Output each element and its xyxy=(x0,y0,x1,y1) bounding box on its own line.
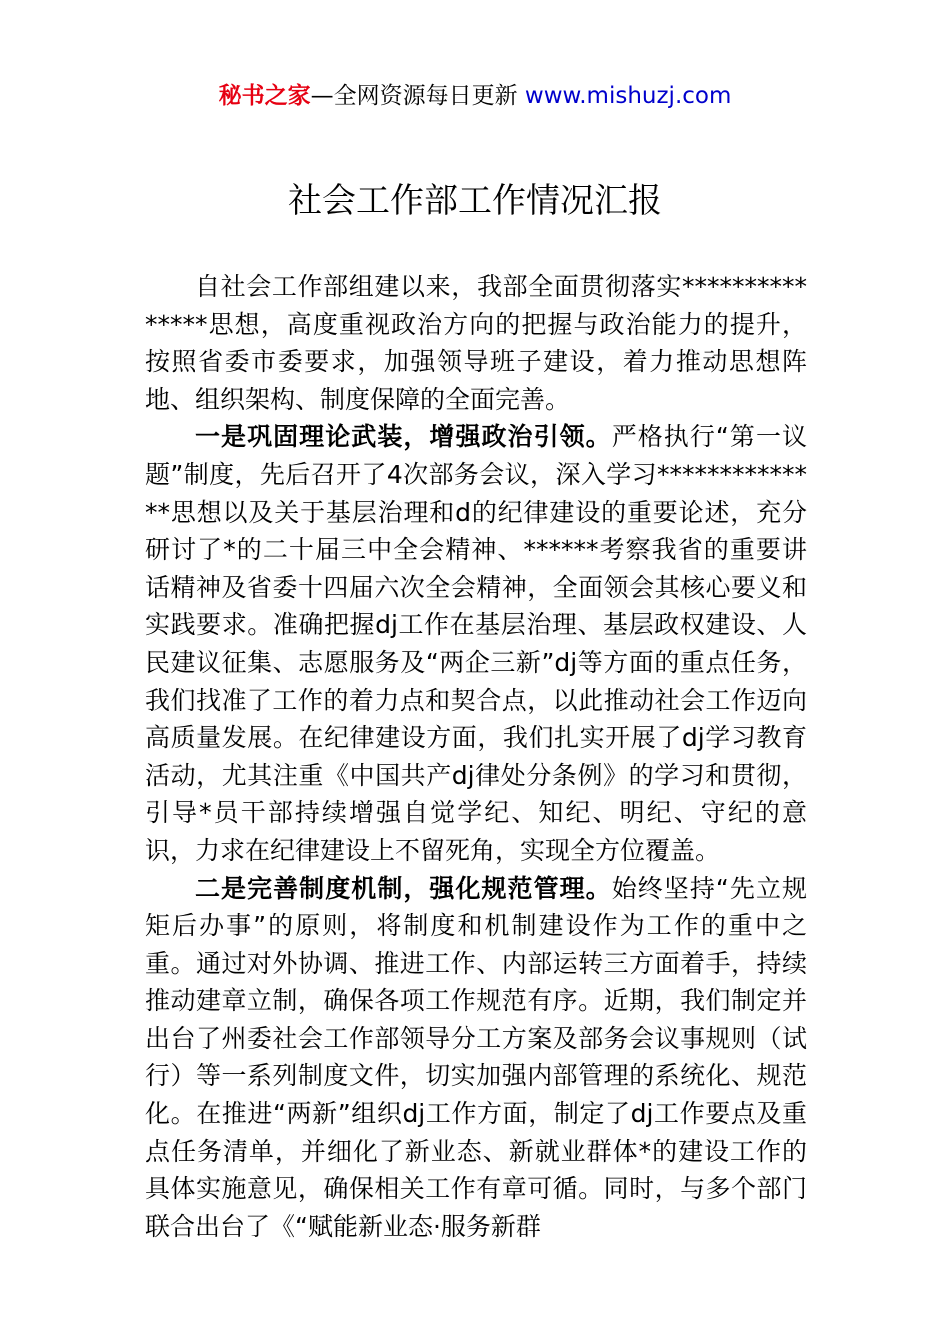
site-url-link[interactable]: www.mishuzj.com xyxy=(524,83,732,109)
paragraph-lead: 二是完善制度机制，强化规范管理。 xyxy=(195,873,612,903)
paragraph-text: 始终坚持“先立规矩后办事”的原则，将制度和机制建设作为工作的重中之重。通过对外协调、推进工作、内部运转三方面着手，持续推动建章立制，确保各项工作规范有序。近期，我们制定并出台了州委社会工作部领导分工方案及部务会议事规则（试行）等一系列制度文件，切实加强内部管理的系统化、规范化。在推进“两新”组织dj工作方面，制定了dj工作要点及重点任务清单，并细化了新业态、新就业群体*的建设工作的具体实施意见，确保相关工作有章可循。同时，与多个部门联合出台了《“赋能新业态·服务新群 xyxy=(145,873,807,1241)
paragraph-theory xyxy=(145,418,807,869)
site-tagline: —全网资源每日更新 xyxy=(310,83,525,109)
paragraph-text: 严格执行“第一议题”制度，先后召开了4次部务会议，深入学习**************思想以及关于基层治理和d的纪律建设的重要论述，充分研讨了*的二十届三中全会精神、******考察我省的重要讲话精神及省委十四届六次全会精神，全面领会其核心要义和实践要求。准确把握dj工作在基层治理、基层政权建设、人民建议征集、志愿服务及“两企三新”dj等方面的重点任务，我们找准了工作的着力点和契合点，以此推动社会工作迈向高质量发展。在纪律建设方面，我们扎实开展了dj学习教育活动，尤其注重《中国共产dj律处分条例》的学习和贯彻，引导*员干部持续增强自觉学纪、知纪、明纪、守纪的意识，力求在纪律建设上不留死角，实现全方位覆盖。 xyxy=(145,422,807,865)
site-header xyxy=(0,80,950,112)
paragraph-text: 自社会工作部组建以来，我部全面贯彻落实***************思想，高度重视政治方向的把握与政治能力的提升，按照省委市委要求，加强领导班子建设，着力推动思想阵地、组织架构、制度保障的全面完善。 xyxy=(145,272,807,414)
paragraph-system xyxy=(145,870,807,1246)
paragraph-intro xyxy=(145,268,807,418)
site-brand: 秘书之家 xyxy=(218,83,311,109)
paragraph-lead: 一是巩固理论武装，增强政治引领。 xyxy=(195,422,612,452)
document-title: 社会工作部工作情况汇报 xyxy=(288,181,662,221)
document-body xyxy=(145,268,807,1245)
